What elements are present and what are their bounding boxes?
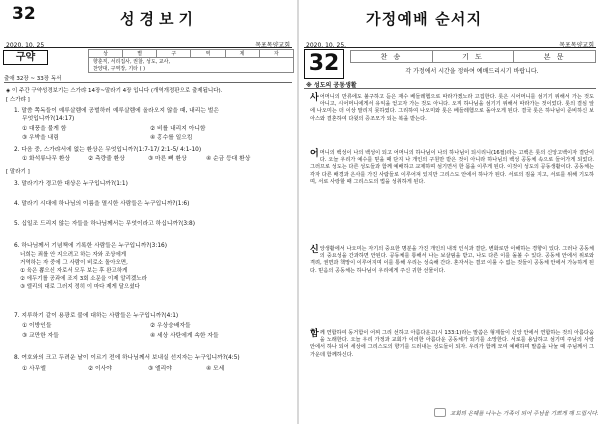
- question: 2. 다음 중, 스가랴서에 없는 환상은 무엇입니까?(1:7-17/ 2:1-5/ 4:1-10): [14, 147, 202, 153]
- table-header: 별: [123, 50, 157, 58]
- table-header: 역: [191, 50, 225, 58]
- family-worship-page: [300, 0, 600, 424]
- option[interactable]: ① 사무엘: [22, 366, 46, 372]
- table-header: 구: [157, 50, 191, 58]
- sermon-subtitle: ※ 성도의 공동생활: [306, 82, 357, 89]
- statement: ③ 엘리의 대로 그러지 정히 이 마다 제게 달으셨다: [20, 284, 140, 290]
- divider: [4, 47, 292, 48]
- page-title: 성경보기: [120, 10, 198, 28]
- bible-quiz-page: [0, 0, 296, 424]
- section-heading: [ 말라기 ]: [6, 169, 30, 175]
- option[interactable]: ② 이사야: [88, 366, 112, 372]
- question: 5. 십일조 드리지 않는 자들을 하나님께서는 무엇이라고 하십니까?(3:8): [14, 221, 195, 227]
- divider: [4, 82, 292, 83]
- paragraph: [310, 246, 594, 275]
- option[interactable]: ① 이방인들: [22, 323, 52, 329]
- question: 6. 하나님께서 기념책에 기록한 사람들은 누구입니까?(3:16): [14, 243, 167, 249]
- paragraph-text: 앙생활에서 나오미는 자기의 중요한 명분을 가진 개인의 내적 인식과 결단, 변화로만 이해하는 경향이 있다. 그러나 공동체의 중요성을 간과하면 안된다. 공동체를 통해서 나는 보살핌을 받고, 나도 다른 이를 돌볼 수 있다. 공동체 안에서 위로와 격려, 권면과 책망이 이루어지며 이를 통해 우리는 성숙해 간다. 혼자서는 결코 이룰 수 없는 것들이 공동체 안에서 가능하게 된다. 믿음의 공동체는 하나님이 우리에게 주신 귀한 선물이다.: [310, 246, 594, 274]
- table-row[interactable]: 찬양대, 구역장, 기타 ( ): [89, 65, 294, 73]
- paragraph: [310, 94, 594, 123]
- date: 2020. 10. 25.: [306, 42, 347, 49]
- question-ref: 무엇입니까?(14:17): [22, 116, 75, 122]
- section-heading: [ 스가랴 ]: [6, 97, 30, 103]
- question: 4. 말라기 시대에 하나님의 이름을 멸시한 사람들은 누구입니까?(1:6): [14, 201, 190, 207]
- option[interactable]: ② 비를 내리지 아니함: [150, 126, 206, 132]
- paragraph: [310, 330, 594, 359]
- option[interactable]: ③ 엘리야: [148, 366, 172, 372]
- option[interactable]: ④ 세상 사탄에게 속한 자들: [150, 333, 219, 339]
- option[interactable]: ② 측량줄 환상: [88, 156, 125, 162]
- decoration-icon: [434, 408, 446, 417]
- page-title: 가정예배 순서지: [366, 10, 483, 28]
- statement: 거역하는 자 중에 그 사람이 비로소 돌아오면,: [20, 260, 128, 266]
- option[interactable]: ④ 홍수를 일으킴: [150, 135, 193, 141]
- page-divider: [297, 0, 299, 424]
- option[interactable]: ① 대풍을 불게 함: [22, 126, 67, 132]
- table-header: 제: [225, 50, 259, 58]
- issue-number-box: 32: [304, 49, 344, 79]
- option[interactable]: ③ 교만한 자들: [22, 333, 59, 339]
- option[interactable]: ③ 우박을 내림: [22, 135, 59, 141]
- statement: ② 에두기를 공과에 조지 3회 소문을 이제 알리겠노라: [20, 276, 147, 282]
- option[interactable]: ② 우상숭배자들: [150, 323, 191, 329]
- statement: ① 육은 뽑으신 자로서 모두 보는 후 완고하게: [20, 268, 128, 274]
- member-table: [88, 49, 294, 73]
- option[interactable]: ③ 마른 뼈 환상: [148, 156, 187, 162]
- question: 7. 지루하기 같이 용광로 불에 대하는 사람들은 누구입니까?(4:1): [14, 313, 179, 319]
- drop-cap: 함: [310, 329, 319, 339]
- date: 2020. 10. 25: [6, 42, 45, 49]
- table-header: 상: [89, 50, 123, 58]
- worship-order-table: [350, 50, 596, 63]
- option[interactable]: ④ 순금 등대 환상: [206, 156, 251, 162]
- paragraph-text: 어머니의 만류에도 불구하고 듣은 재수 베들레헴으로 따라가겠노라 고집한다. 롯은 시어머니를 섬기기 위해서 가는 것도 아니고, 시어머니에게서 유익을 얻고자 가는 것도 아니다. 오직 하나님을 섬기기 위해서 따라가는 것이었다. 롯의 결심 앞에 나오미는 더 이상 말리지 못하였다. 그리하여 나오미와 롯은 베들레헴으로 돌아오게 된다. 결국 롯은 하나님이 준비하신 보아스와 결혼하여 다윗의 증조모가 되는 복을 받는다.: [310, 94, 594, 122]
- order-prayer: 기 도: [432, 51, 514, 63]
- table-header: 자: [259, 50, 293, 58]
- order-scripture: 본 문: [514, 51, 596, 63]
- reading-range: 출애 32장 ~ 33장 독서: [4, 76, 62, 82]
- drop-cap: 사: [310, 93, 319, 103]
- section-badge: 구약: [3, 50, 48, 65]
- footer-slogan: 교회의 은혜를 나누는 가족이 되어 주님을 기쁘게 해 드립시다.: [450, 411, 599, 417]
- divider: [304, 88, 596, 89]
- drop-cap: 신: [310, 245, 319, 255]
- divider: [304, 47, 596, 48]
- church-name: 목포목양교회: [559, 42, 594, 49]
- drop-cap: 어: [310, 149, 319, 159]
- question: 1. 말씀 쪽독들이 예루살렘에 공벌하러 예루살렘에 올라오지 않을 때, 내리는 벌은: [14, 108, 219, 114]
- paragraph: [310, 150, 594, 186]
- order-hymn: 찬 송: [351, 51, 433, 63]
- paragraph-text: 머니의 백성이 나의 백성이 되고 어머니의 하나님이 나의 하나님이 되시리니(16절)라는 고백은 롯의 신앙고백이자 결단이다. 오늘 우리가 예수를 믿을 때 단지 나 개인의 구원만 받은 것이 아니라 하나님의 백성 공동체 속으로 들어가게 되었다. 그러므로 성도는 다른 성도들과 함께 예배하고 교제하며 섬기면서 한 몸을 이루게 된다. 이것이 성도의 공동생활이다. 공동체는 각자 다른 배경과 은사를 가진 사람들로 이루어져 있지만 그리스도 안에서 하나가 된다. 서로의 짐을 지고, 서로를 위해 기도하며, 서로 사랑할 때 그리스도의 법을 성취하게 된다.: [310, 150, 594, 185]
- question: 3. 말라기가 경고한 대상은 누구입니까?(1:1): [14, 181, 128, 187]
- table-row[interactable]: 향훈직, 서리집사, 권찰, 성도, 교사,: [89, 58, 294, 66]
- question: 8. 여호와의 크고 두려운 날이 이르기 전에 하나님께서 보내실 선지자는 누구입니까?(4:5): [14, 355, 240, 361]
- instructions: ◈ 이 주간 구약성경보기는 스가랴 14장~말라기 4장 입니다 (개역개정판으로 출제됩니다).: [6, 88, 223, 94]
- option[interactable]: ④ 모세: [206, 366, 225, 372]
- option[interactable]: ① 화석류나무 환상: [22, 156, 71, 162]
- issue-number: 32: [12, 4, 36, 24]
- statement: 너희는 죄를 안 지으려고 하는 자와 조상에게: [20, 252, 127, 258]
- church-name: 목포목양교회: [255, 42, 290, 49]
- worship-notice: 각 가정에서 시간을 정하여 예배드리시기 바랍니다.: [405, 68, 539, 75]
- paragraph-text: 께 연합하여 동거함이 어찌 그리 선하고 아름다운고(시 133:1)라는 말씀은 형제들이 신앙 안에서 연합하는 것의 아름다움을 노래한다. 오늘 우리 가정과 교회가 이러한 아름다운 공동체가 되기를 소망한다. 서로를 용납하고 섬기며 주님의 사랑 안에서 하나 되어 세상에 그리스도의 향기를 드러내는 성도들이 되자. 우리가 함께 모여 예배하며 말씀을 나눌 때 주님께서 그 가운데 함께하신다.: [310, 330, 594, 358]
